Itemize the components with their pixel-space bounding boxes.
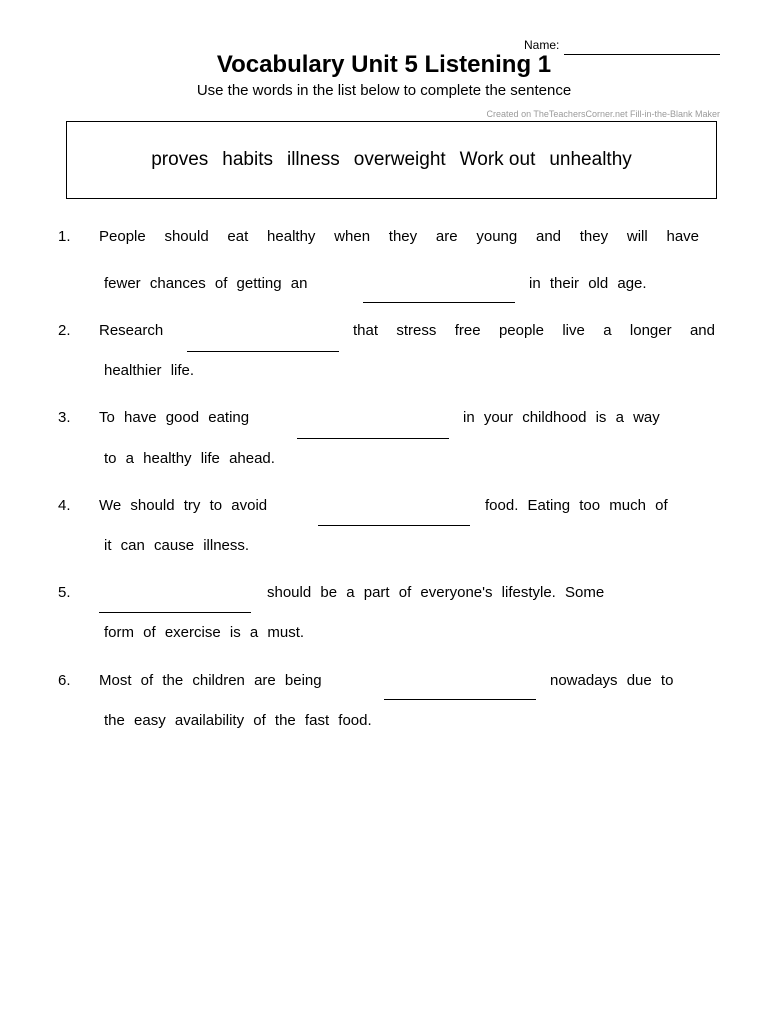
word-bank [66, 121, 717, 199]
word-bank-item: habits [222, 149, 273, 170]
word-bank-item: Work out [459, 149, 536, 170]
question-text: it can cause illness. [104, 537, 250, 554]
answer-blank[interactable] [99, 612, 251, 613]
answer-blank[interactable] [318, 525, 470, 526]
word-bank-item: unhealthy [549, 149, 632, 170]
name-label: Name: [524, 38, 560, 52]
question-text: To have good eating [99, 409, 250, 426]
word-bank-item: proves [151, 149, 209, 170]
word-bank-item: overweight [353, 149, 446, 170]
question-text: Most of the children are being [99, 672, 322, 689]
question-text: should be a part of everyone's lifestyle. Some [267, 584, 605, 601]
answer-blank[interactable] [363, 302, 515, 303]
answer-blank[interactable] [187, 351, 339, 352]
question-text: in your childhood is a way [463, 409, 660, 426]
question-number: 4. [58, 497, 71, 514]
word-bank-item: illness [286, 149, 340, 170]
question-text: in their old age. [529, 275, 647, 292]
question-text: form of exercise is a must. [104, 624, 305, 641]
credit-line: Created on TheTeachersCorner.net Fill-in-the-Blank Maker [486, 109, 720, 119]
question-text: Research [99, 322, 164, 339]
question-number: 6. [58, 672, 71, 689]
question-text: that stress free people live a longer and [353, 322, 715, 339]
question-text: healthier life. [104, 362, 195, 379]
question-number: 2. [58, 322, 71, 339]
question-number: 5. [58, 584, 71, 601]
question-number: 1. [58, 228, 71, 245]
answer-blank[interactable] [384, 699, 536, 700]
question-text: nowadays due to [550, 672, 674, 689]
question-text: the easy availability of the fast food. [104, 712, 372, 729]
question-number: 3. [58, 409, 71, 426]
worksheet-title: Vocabulary Unit 5 Listening 1 [216, 51, 552, 78]
question-text: to a healthy life ahead. [104, 450, 275, 467]
question-text: We should try to avoid [99, 497, 268, 514]
question-text: food. Eating too much of [485, 497, 668, 514]
question-text: People should eat healthy when they are young and they will have [99, 228, 699, 245]
answer-blank[interactable] [297, 438, 449, 439]
question-text: fewer chances of getting an [104, 275, 308, 292]
worksheet-instructions: Use the words in the list below to complete the sentence [196, 82, 572, 99]
